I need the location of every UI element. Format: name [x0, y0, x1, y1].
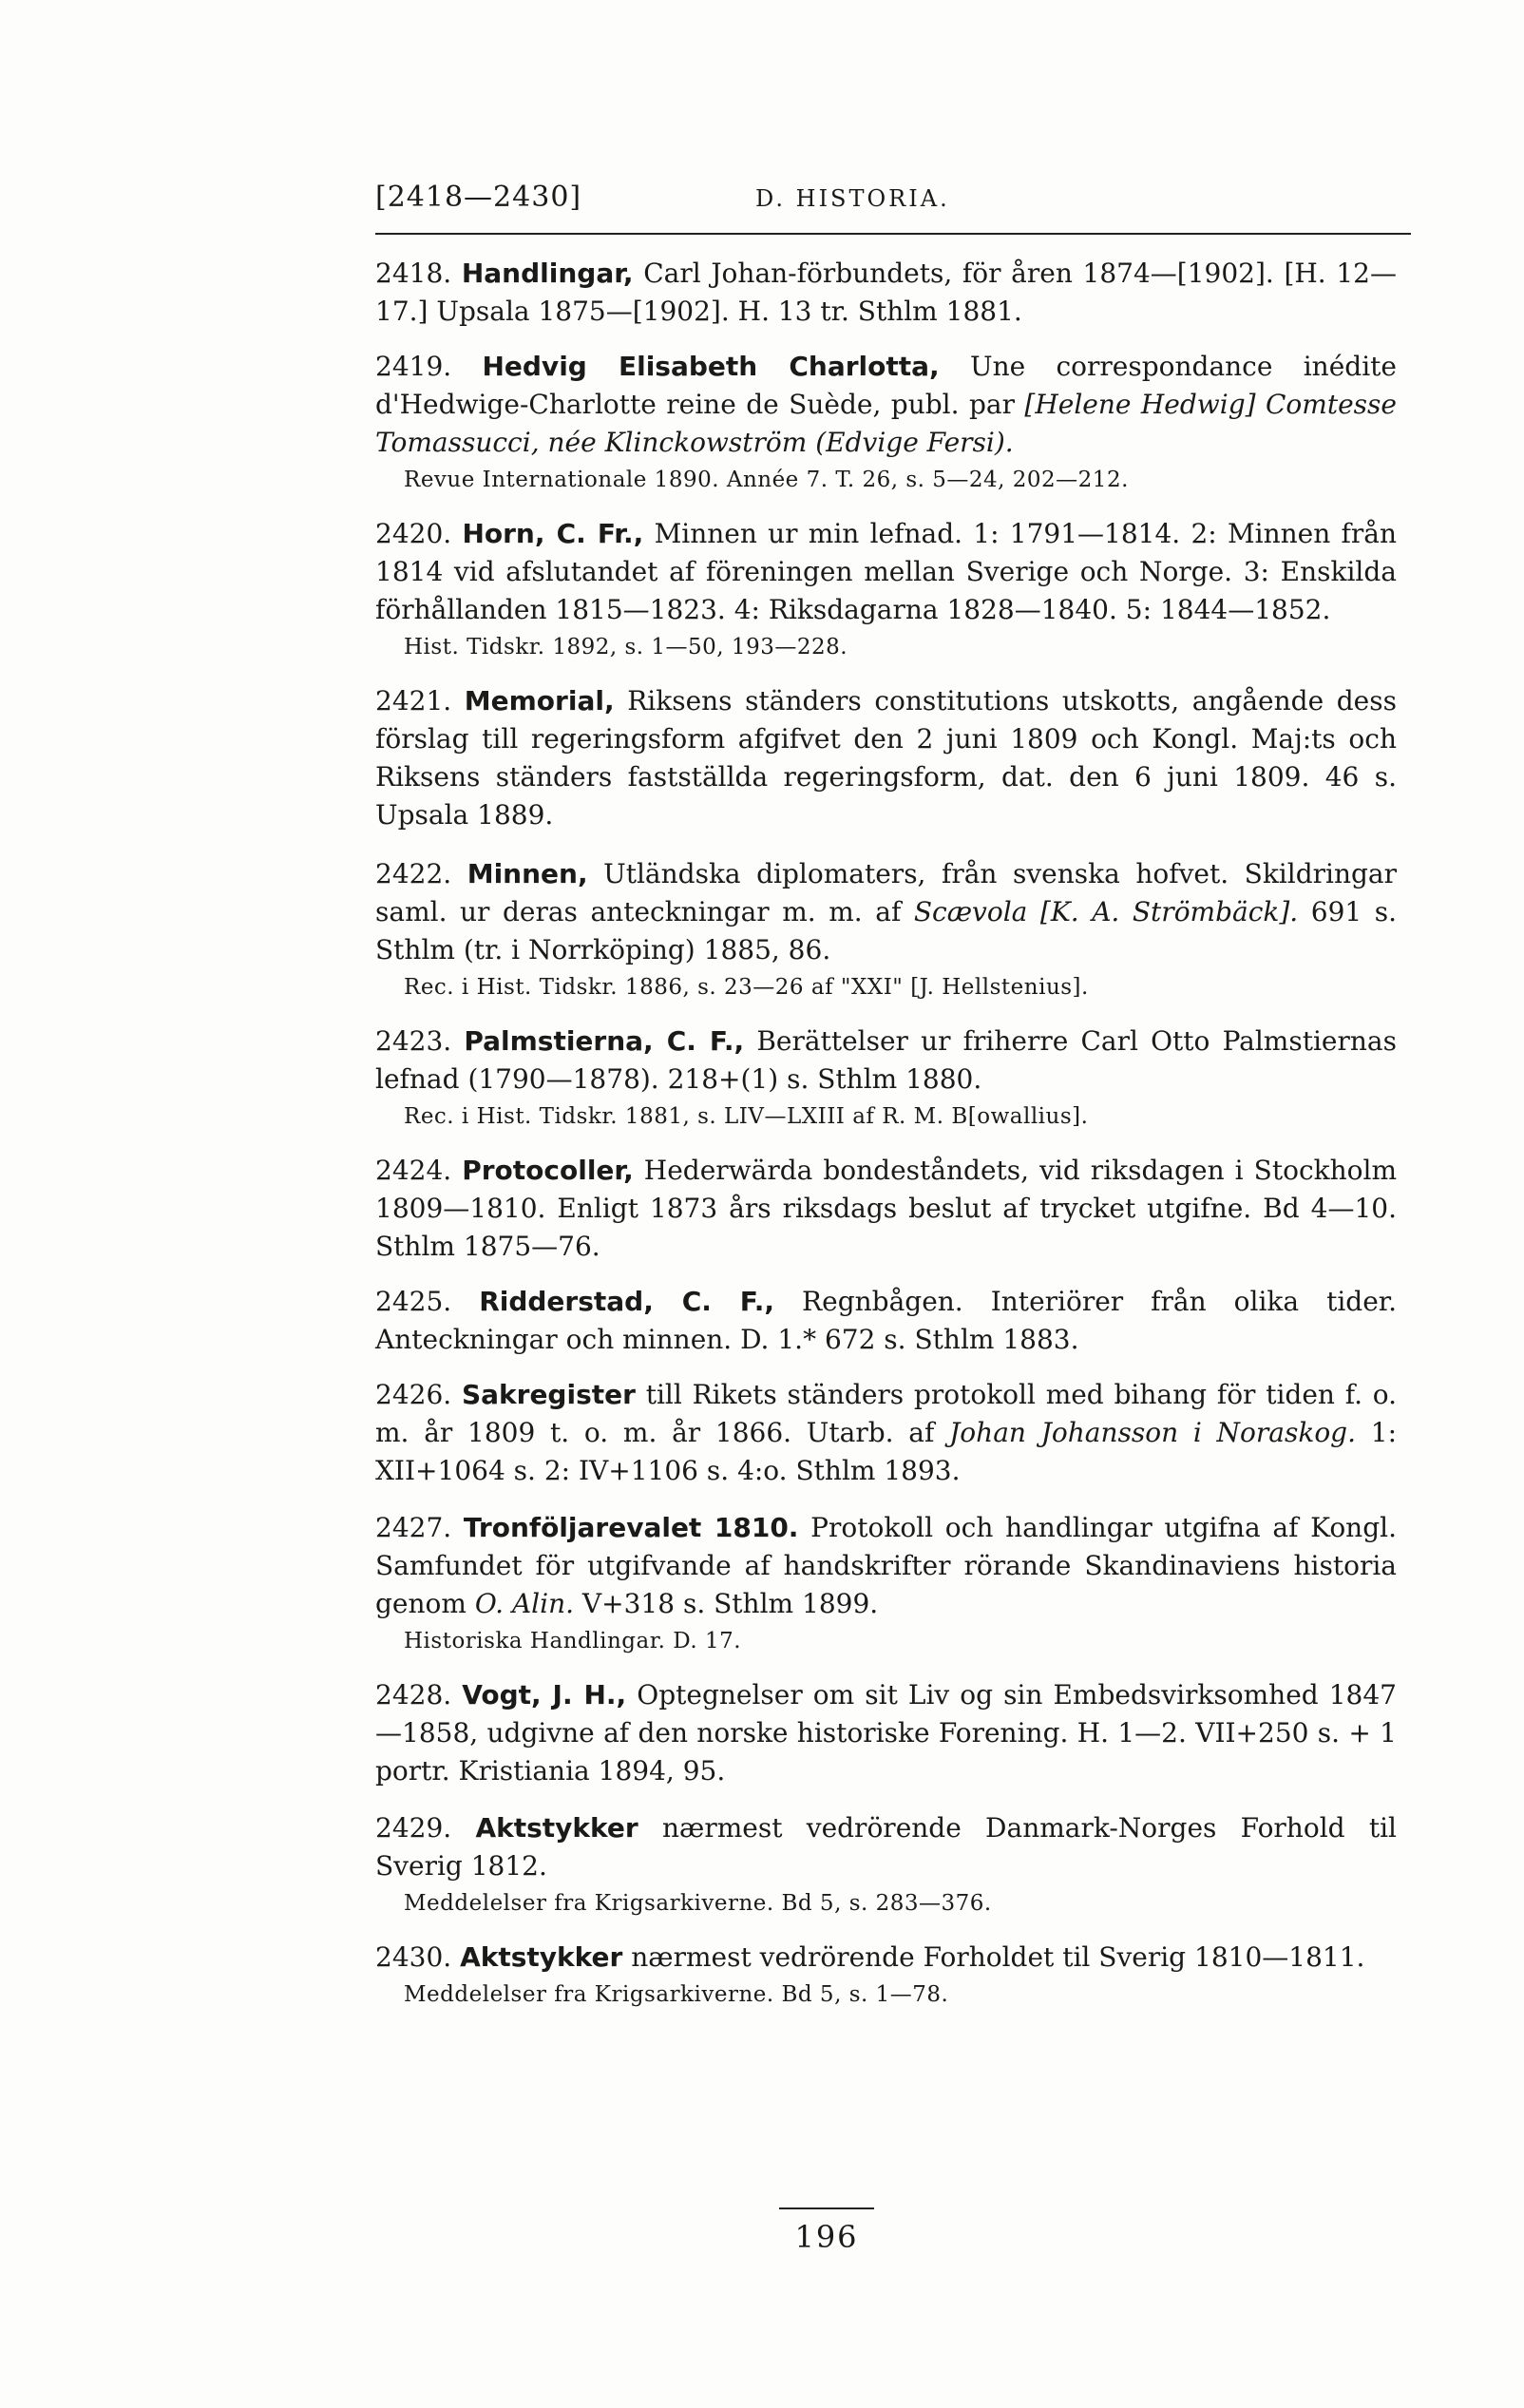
entry-2420 — [375, 515, 1397, 663]
entry-note: Historiska Handlingar. D. 17. — [404, 1629, 742, 1653]
entry-heading: Handlingar, — [461, 258, 634, 289]
note-text: Rec. i Hist. Tidskr. 1881, s. LIV—LXIII af — [404, 1104, 883, 1129]
entry-2423 — [375, 1022, 1397, 1133]
entry-body-cont: V+318 s. Sthlm 1899. — [574, 1588, 879, 1619]
entry-author: Johan Johansson i Noraskog. — [949, 1417, 1357, 1448]
entry-number: 2430. — [375, 1941, 452, 1973]
entry-note — [404, 971, 1397, 1003]
entry-body: nærmest vedrörende Danmark-Norges Forhold til Sverig 1812. — [375, 1812, 1398, 1882]
entry-number: 2420. — [375, 518, 452, 549]
entry-number: 2418. — [375, 258, 452, 289]
entry-2430 — [375, 1939, 1397, 2011]
entry-2427 — [375, 1509, 1397, 1657]
page-header — [375, 181, 1411, 219]
header-rule — [375, 233, 1411, 235]
entry-body: Protokoll och handlingar utgifna af Kongl. Samfundet för utgifvande af handskrifter rörande Skandinaviens historia genom — [375, 1512, 1397, 1619]
entry-heading: Ridderstad, C. F., — [479, 1286, 775, 1317]
entry-body: Berättelser ur friherre Carl Otto Palmstiernas lefnad (1790—1878). 218+(1) s. Sthlm 1880. — [375, 1025, 1397, 1095]
page-number: 196 — [794, 2219, 859, 2255]
entry-author: O. Alin. — [474, 1588, 575, 1619]
entry-number: 2426. — [375, 1379, 452, 1410]
entry-range: [2418—2430] — [375, 181, 582, 214]
entry-note: Revue Internationale 1890. Année 7. T. 26, s. 5—24, 202—212. — [404, 468, 1129, 492]
entry-2425 — [375, 1283, 1397, 1359]
entry-body-cont: 1: XII+1064 s. 2: IV+1106 s. 4:o. Sthlm 1893. — [375, 1417, 1397, 1486]
entry-number: 2423. — [375, 1025, 452, 1057]
entry-heading: Aktstykker — [460, 1941, 623, 1973]
entry-heading: Sakregister — [461, 1379, 636, 1410]
entry-number: 2425. — [375, 1286, 452, 1317]
entry-number: 2422. — [375, 858, 452, 889]
entry-body: till Rikets ständers protokoll med bihang för tiden f. o. m. år 1809 t. o. m. år 1866. Utarb. af — [375, 1379, 1398, 1448]
section-title: D. HISTORIA. — [755, 185, 950, 212]
entry-2424 — [375, 1152, 1397, 1266]
entry-heading: Palmstierna, C. F., — [464, 1025, 745, 1057]
entry-2419 — [375, 348, 1397, 496]
entry-body: Une correspondance inédite d'Hedwige-Charlotte reine de Suède, publ. par — [375, 351, 1397, 420]
entry-number: 2419. — [375, 351, 452, 382]
entry-body-cont: 691 s. Sthlm (tr. i Norrköping) 1885, 86. — [375, 896, 1398, 965]
entry-number: 2429. — [375, 1812, 452, 1844]
entry-body: Utländska diplomaters, från svenska hofvet. Skildringar saml. ur deras anteckningar m. m. af — [375, 858, 1398, 927]
entry-number: 2421. — [375, 685, 452, 717]
entry-2428 — [375, 1676, 1397, 1790]
entry-body: Optegnelser om sit Liv og sin Embedsvirksomhed 1847—1858, udgivne af den norske historiske Forening. H. 1—2. VII+250 s. + 1 portr. Kristiania 1894, 95. — [375, 1679, 1397, 1787]
entry-note — [404, 1100, 1397, 1133]
footer-rule — [779, 2207, 874, 2209]
entry-number: 2427. — [375, 1512, 452, 1543]
entry-heading: Horn, C. Fr., — [462, 518, 644, 549]
entry-body: Minnen ur min lefnad. 1: 1791—1814. 2: Minnen från 1814 vid afslutandet af föreningen mellan Sverige och Norge. 3: Enskilda förhållanden 1815—1823. 4: Riksdagarna 1828—1840. 5: 1844—1852. — [375, 518, 1397, 625]
entry-note: Meddelelser fra Krigsarkiverne. Bd 5, s. 283—376. — [404, 1891, 992, 1916]
entry-2429 — [375, 1809, 1397, 1920]
entry-2422 — [375, 855, 1397, 1003]
entry-heading: Tronföljarevalet 1810. — [463, 1512, 799, 1543]
entry-heading: Aktstykker — [475, 1812, 638, 1844]
entry-2426 — [375, 1376, 1397, 1490]
entry-list — [375, 255, 1397, 2020]
entry-2418 — [375, 255, 1397, 331]
entry-note: Meddelelser fra Krigsarkiverne. Bd 5, s. 1—78. — [404, 1982, 949, 2007]
entry-note: Hist. Tidskr. 1892, s. 1—50, 193—228. — [404, 635, 848, 659]
entry-author: Scævola [K. A. Strömbäck]. — [913, 896, 1299, 927]
entry-heading: Hedvig Elisabeth Charlotta, — [482, 351, 940, 382]
entry-editor: [Helene Hedwig] Comtesse Tomassucci, née Klinckowström (Edvige Fersi). — [375, 389, 1397, 458]
entry-heading: Memorial, — [464, 685, 615, 717]
entry-heading: Vogt, J. H., — [462, 1679, 627, 1710]
entry-number: 2424. — [375, 1155, 452, 1186]
entry-body: Hederwärda bondeståndets, vid riksdagen i Stockholm 1809—1810. Enligt 1873 års riksdags beslut af trycket utgifne. Bd 4—10. Sthlm 1875—76. — [375, 1155, 1397, 1262]
entry-number: 2428. — [375, 1679, 452, 1710]
entry-body: Regnbågen. Interiörer från olika tider. Anteckningar och minnen. D. 1.* 672 s. Sthlm 1883. — [375, 1286, 1398, 1355]
entry-heading: Protocoller, — [462, 1155, 634, 1186]
note-text: Rec. i Hist. Tidskr. 1886, s. 23—26 af "XXI" — [404, 975, 911, 1000]
entry-body: Riksens ständers constitutions utskotts, angående dess förslag till regeringsform afgifvet den 2 juni 1809 och Kongl. Maj:ts och Riksens ständers fastställda regeringsform, dat. den 6 juni 1809. 46 s. Upsala 1889. — [375, 685, 1397, 831]
note-author: [J. Hellstenius]. — [910, 975, 1089, 1000]
entry-2421 — [375, 682, 1397, 834]
entry-heading: Minnen, — [467, 858, 588, 889]
entry-body: nærmest vedrörende Forholdet til Sverig 1810—1811. — [622, 1941, 1365, 1973]
note-author: R. M. B[owallius]. — [882, 1104, 1089, 1129]
entry-body: Carl Johan-förbundets, för åren 1874—[1902]. [H. 12—17.] Upsala 1875—[1902]. H. 13 tr. Sthlm 1881. — [375, 258, 1397, 327]
